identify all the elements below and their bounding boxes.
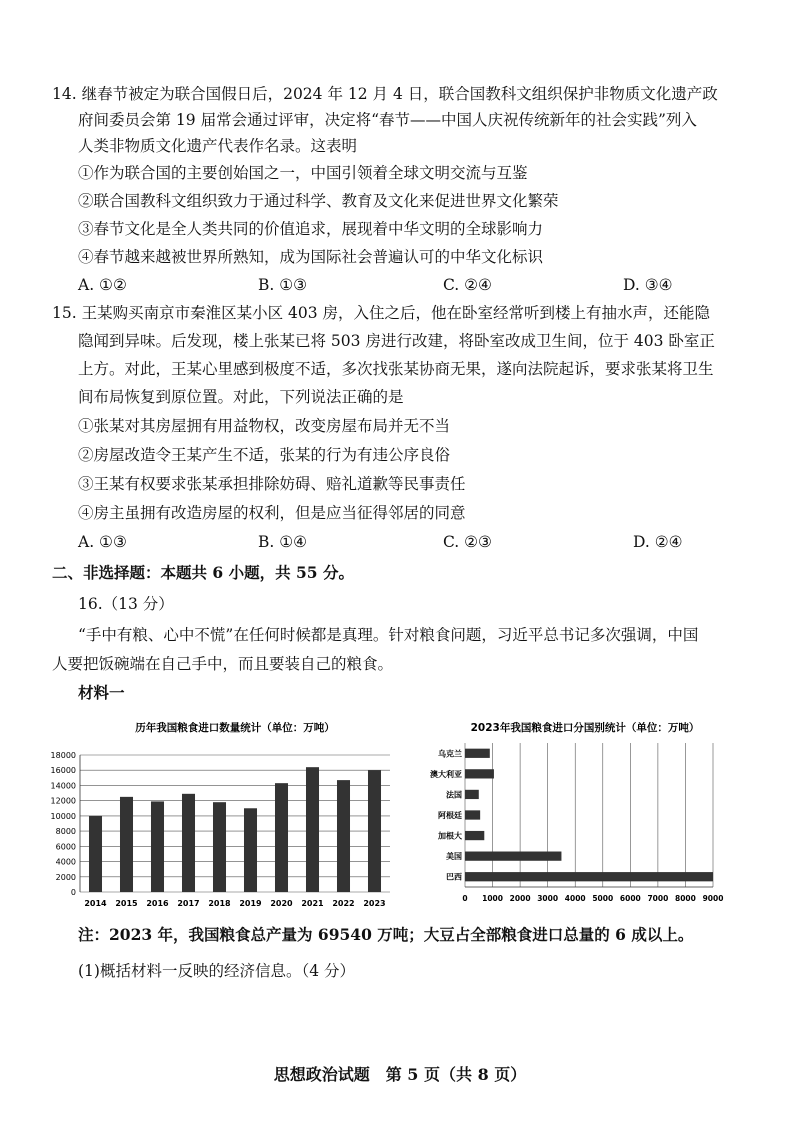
chart1-y-tick-label: 8000	[55, 827, 76, 837]
chart1-y-tick-label: 2000	[55, 872, 76, 882]
chart2-bar	[465, 852, 561, 861]
q15-stem-line-2: 隐闻到异味。后发现，楼上张某已将 503 房进行改建，将卧室改成卫生间，位于 403 卧室正	[78, 332, 715, 350]
chart1-x-tick-label: 2016	[146, 899, 169, 908]
chart2-x-tick-label: 7000	[647, 894, 669, 903]
q14-statement-4: ④春节越来越被世界所熟知，成为国际社会普遍认可的中华文化标识	[78, 248, 544, 266]
chart2-x-tick-label: 2000	[509, 894, 531, 903]
page-footer: 思想政治试题 第 5 页（共 8 页）	[273, 1065, 527, 1084]
q15-option-a[interactable]: A. ①③	[78, 533, 127, 551]
chart1-x-tick-label: 2019	[239, 899, 262, 908]
chart1-bar	[151, 801, 164, 892]
chart2-bars	[465, 749, 713, 882]
chart1-bar	[368, 770, 381, 892]
chart1-bar	[244, 808, 257, 892]
chart2-x-tick-label: 0	[462, 894, 468, 903]
chart2-x-tick-label: 9000	[702, 894, 724, 903]
chart2-bar	[465, 872, 713, 881]
chart1-x-tick-label: 2022	[332, 899, 355, 908]
chart1-y-tick-label: 12000	[50, 796, 76, 806]
chart2-x-tick-label: 6000	[619, 894, 641, 903]
chart1-bar	[182, 794, 195, 892]
q14-stem-line-3: 人类非物质文化遗产代表作名录。这表明	[78, 137, 358, 155]
chart2-x-tick-label: 4000	[564, 894, 586, 903]
chart1-x-ticks	[84, 899, 385, 908]
q16-header: 16.（13 分）	[78, 595, 174, 613]
chart1-bars	[89, 767, 381, 892]
q15-statement-1: ①张某对其房屋拥有用益物权，改变房屋布局并无不当	[78, 417, 451, 435]
chart1-y-tick-label: 0	[70, 888, 76, 897]
chart1-bar	[337, 780, 350, 892]
chart2-x-ticks	[462, 894, 723, 903]
chart1-y-tick-label: 6000	[55, 842, 76, 852]
chart1-bar	[89, 816, 102, 892]
q15-statement-2: ②房屋改造令王某产生不适，张某的行为有违公序良俗	[78, 446, 451, 464]
q15-option-d[interactable]: D. ②④	[633, 533, 683, 551]
chart2-category-label: 澳大利亚	[430, 769, 462, 779]
chart2-category-labels	[430, 748, 462, 881]
q15-statement-4: ④房主虽拥有改造房屋的权利，但是应当征得邻居的同意	[78, 504, 466, 522]
q14-stem-line-1: 14. 继春节被定为联合国假日后，2024 年 12 月 4 日，联合国教科文组织保护非物质文化遗产政	[52, 85, 718, 103]
q14-option-c[interactable]: C. ②④	[443, 276, 492, 294]
q14-statement-2: ②联合国教科文组织致力于通过科学、教育及文化来促进世界文化繁荣	[78, 192, 559, 210]
q15-stem-line-1: 15. 王某购买南京市秦淮区某小区 403 房，入住之后，他在卧室经常听到楼上有抽水声，还能隐	[52, 304, 711, 322]
q15-stem-line-3: 上方。对此，王某心里感到极度不适，多次找张某协商无果，遂向法院起诉，要求张某将卫生	[78, 360, 714, 378]
q14-stem-line-2: 府间委员会第 19 届常会通过评审，决定将“春节——中国人庆祝传统新年的社会实践”列入	[78, 111, 697, 129]
chart1-y-tick-label: 16000	[50, 766, 76, 776]
chart2-x-tick-label: 5000	[592, 894, 614, 903]
chart1-y-tick-label: 14000	[50, 781, 76, 791]
chart1-y-tick-label: 18000	[50, 751, 76, 760]
chart1-x-tick-label: 2014	[84, 899, 107, 908]
q15-option-c[interactable]: C. ②③	[443, 533, 492, 551]
chart2-bar	[465, 749, 490, 758]
chart1-y-tick-label: 10000	[50, 811, 76, 821]
q14-option-b[interactable]: B. ①③	[258, 276, 308, 294]
chart2-bar	[465, 810, 480, 819]
q14-statement-1: ①作为联合国的主要创始国之一，中国引领着全球文明交流与互鉴	[78, 164, 528, 182]
chart2-bar	[465, 769, 494, 778]
chart2-bar	[465, 831, 484, 840]
chart1-y-ticks	[51, 751, 76, 897]
q16-subquestion-1: (1)概括材料一反映的经济信息。（4 分）	[78, 962, 355, 980]
section-heading: 二、非选择题：本题共 6 小题，共 55 分。	[52, 563, 354, 582]
q16-intro-line-2: 人要把饭碗端在自己手中，而且要装自己的粮食。	[52, 655, 394, 673]
chart2-x-tick-label: 8000	[675, 894, 696, 903]
import-by-country-chart	[415, 715, 755, 915]
chart1-x-tick-label: 2023	[363, 899, 386, 908]
chart2-category-label: 阿根廷	[438, 811, 462, 820]
q16-intro-line-1: “手中有粮、心中不慌”在任何时候都是真理。针对粮食问题，习近平总书记多次强调，中国	[78, 626, 699, 644]
chart1-bar	[213, 802, 226, 892]
chart1-x-tick-label: 2015	[115, 899, 138, 908]
import-volume-chart	[40, 715, 400, 915]
q16-note: 注：2023 年，我国粮食总产量为 69540 万吨；大豆占全部粮食进口总量的 6 成以上。	[78, 925, 694, 944]
chart1-bar	[275, 783, 288, 892]
chart2-bar	[465, 790, 479, 799]
q15-option-b[interactable]: B. ①④	[258, 533, 308, 551]
chart1-title: 历年我国粮食进口数量统计（单位：万吨）	[135, 722, 335, 734]
chart1-x-tick-label: 2018	[208, 899, 231, 908]
chart1-x-tick-label: 2020	[270, 899, 293, 908]
q15-statement-3: ③王某有权要求张某承担排除妨碍、赔礼道歉等民事责任	[78, 475, 466, 493]
chart2-x-tick-label: 3000	[537, 894, 559, 903]
material-label: 材料一	[78, 683, 125, 702]
chart1-x-tick-label: 2017	[177, 899, 200, 908]
chart2-category-label: 法国	[446, 790, 462, 800]
q15-stem-line-4: 间布局恢复到原位置。对此，下列说法正确的是	[78, 388, 404, 406]
chart1-x-tick-label: 2021	[301, 899, 324, 908]
chart2-category-label: 加根大	[438, 831, 462, 841]
q14-statement-3: ③春节文化是全人类共同的价值追求，展现着中华文明的全球影响力	[78, 220, 544, 238]
chart1-bar	[306, 767, 319, 892]
q14-option-d[interactable]: D. ③④	[623, 276, 673, 294]
q14-option-a[interactable]: A. ①②	[78, 276, 127, 294]
chart1-y-tick-label: 4000	[55, 857, 76, 867]
chart2-grid	[465, 743, 713, 887]
chart1-bar	[120, 797, 133, 892]
chart2-x-tick-label: 1000	[482, 894, 503, 903]
chart2-category-label: 巴西	[446, 872, 462, 882]
chart2-title: 2023年我国粮食进口分国别统计（单位：万吨）	[470, 722, 700, 734]
chart2-category-label: 美国	[446, 852, 462, 862]
chart2-category-label: 乌克兰	[438, 749, 462, 759]
